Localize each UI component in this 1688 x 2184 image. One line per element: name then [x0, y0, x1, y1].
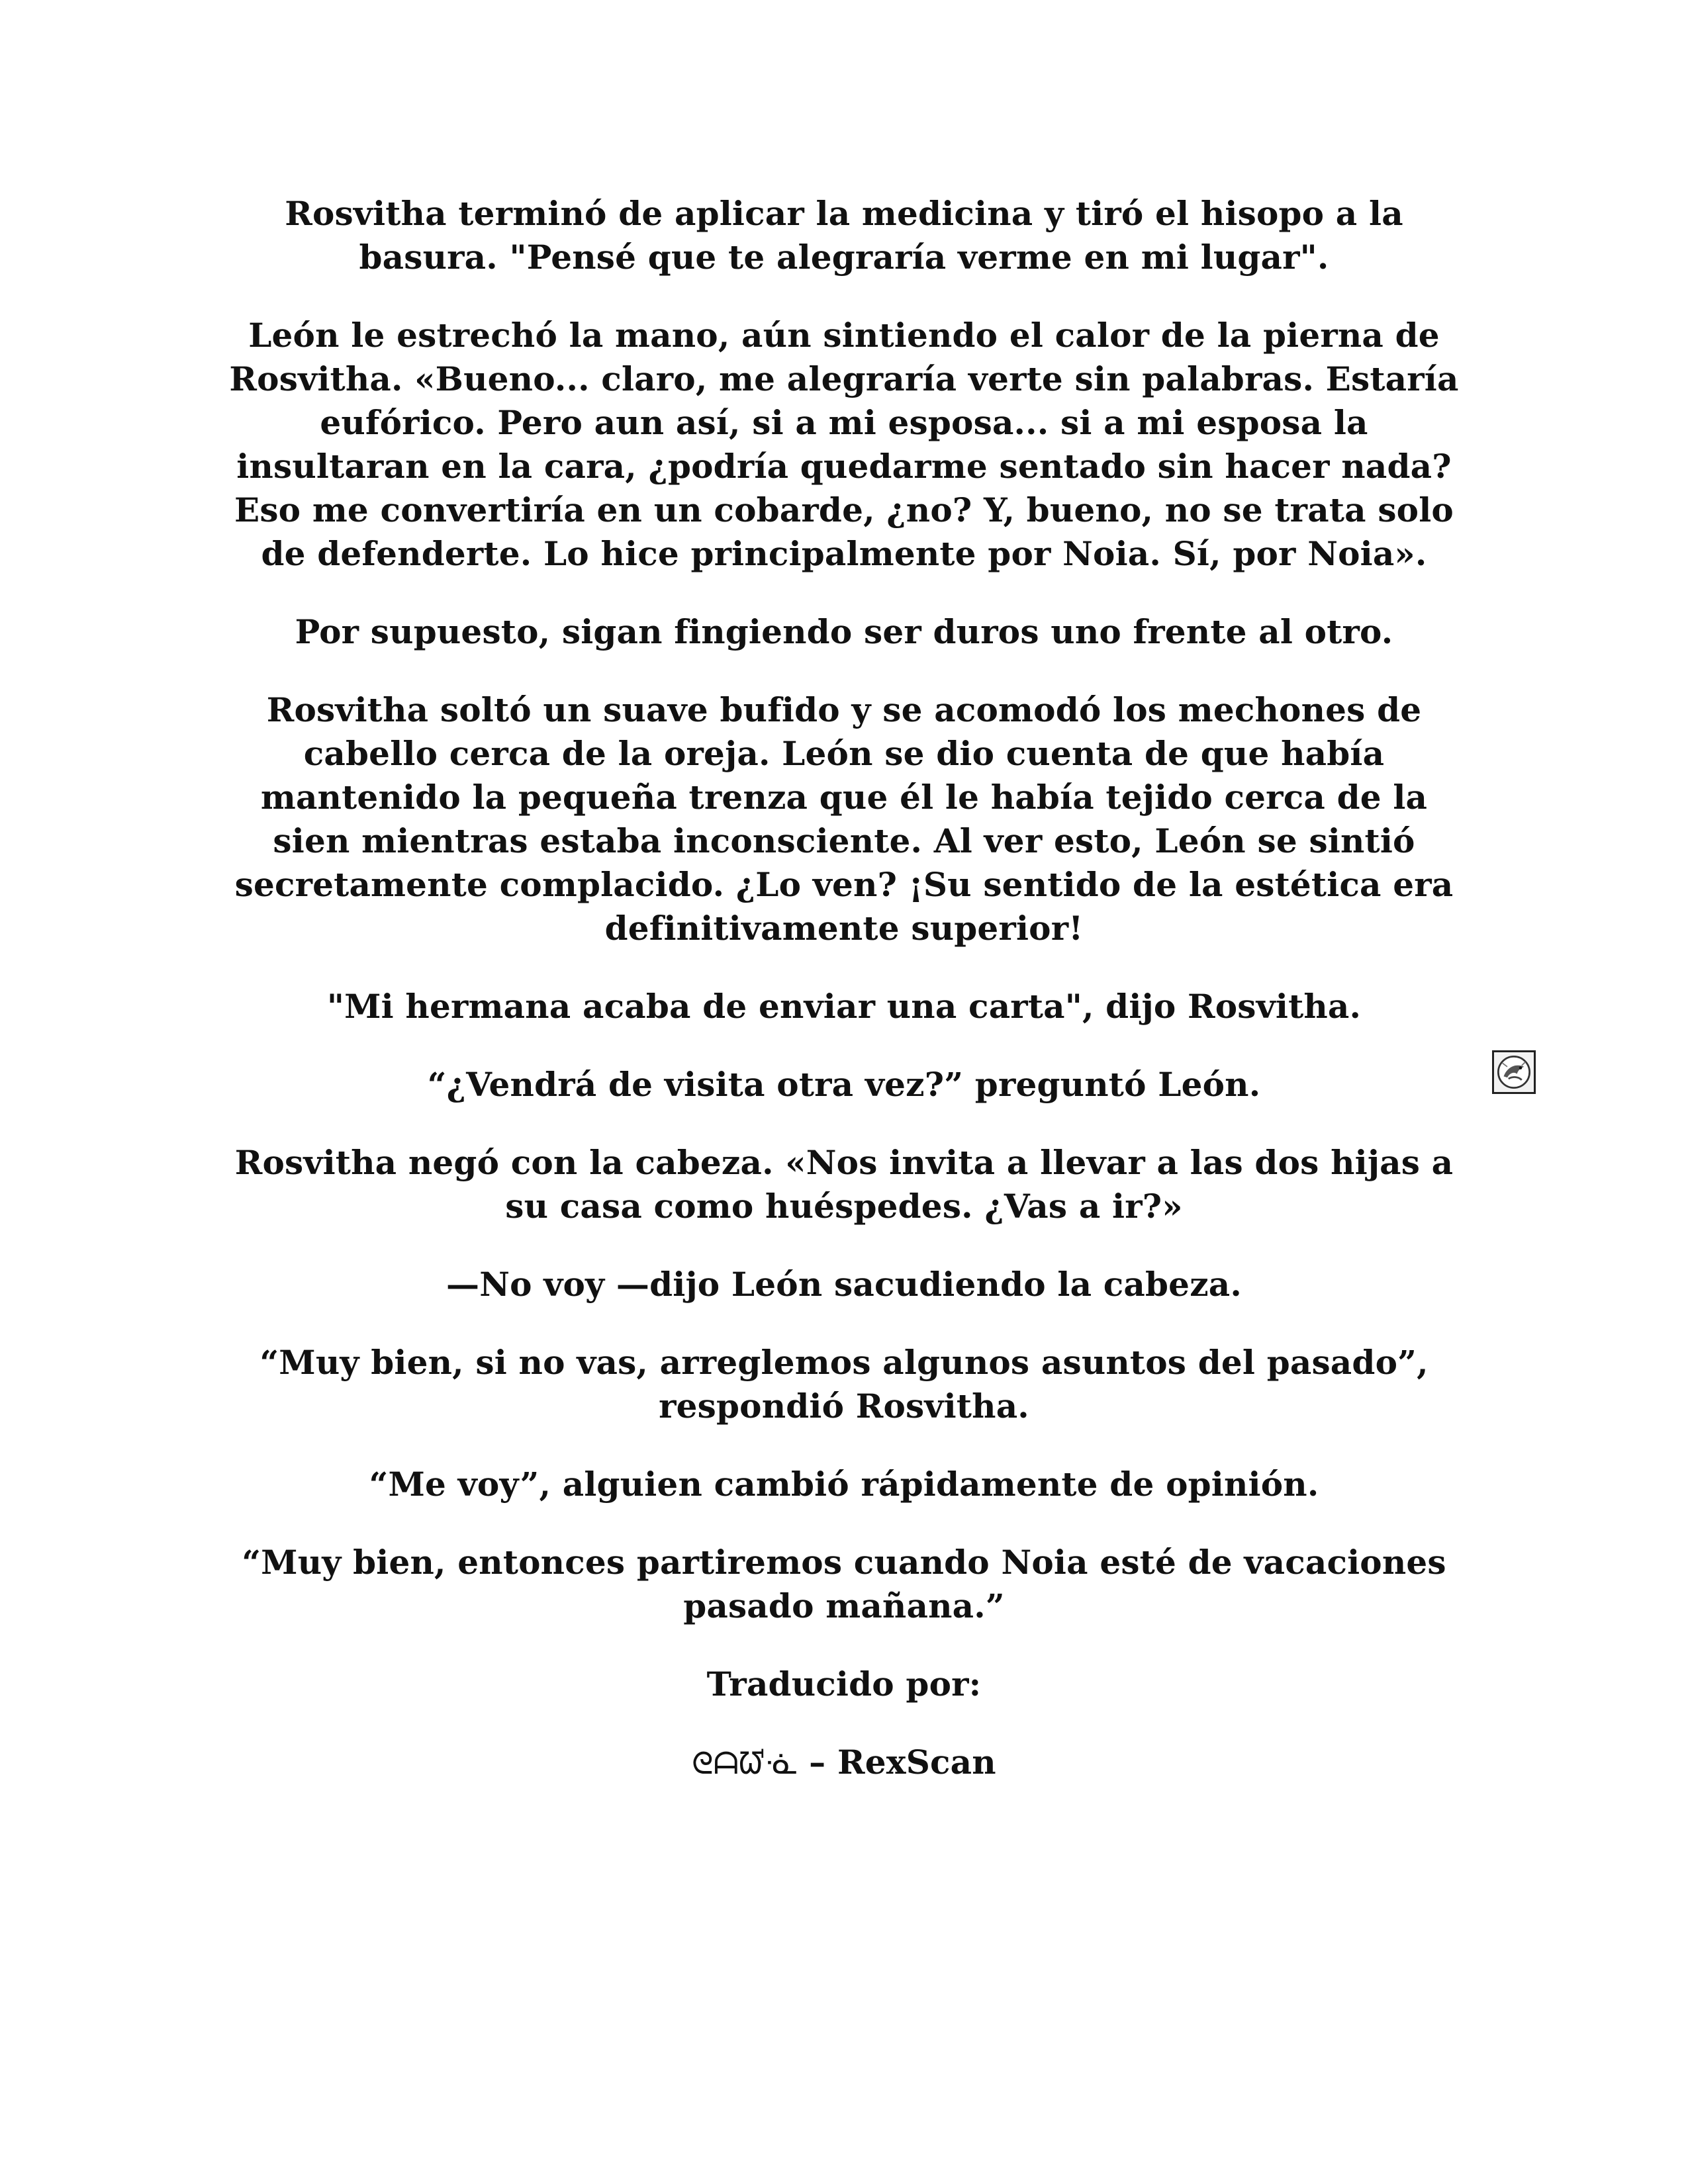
paragraph-5: "Mi hermana acaba de enviar una carta", dijo Rosvitha.: [326, 987, 1362, 1026]
paragraph-6: “¿Vendrá de visita otra vez?” preguntó León.: [427, 1065, 1261, 1104]
paragraph-9: “Muy bien, si no vas, arreglemos algunos asuntos del pasado”, respondió Rosvitha.: [259, 1343, 1429, 1426]
document-body: [218, 192, 1470, 1819]
group-name: RexScan: [837, 1743, 996, 1782]
credits-separator: –: [797, 1743, 837, 1782]
paragraph-4: Rosvitha soltó un suave bufido y se acomodó los mechones de cabello cerca de la oreja. León se dio cuenta de que había mantenido la pequeña trenza que él le había tejido cerca de la sien mientras estaba inconsciente. Al ver esto, León se sintió secretamente complacido. ¿Lo ven? ¡Su sentido de la estética era definitivamente superior!: [234, 690, 1454, 948]
paragraph-3: Por supuesto, sigan fingiendo ser duros uno frente al otro.: [295, 612, 1393, 651]
paragraph-11: “Muy bien, entonces partiremos cuando Noia esté de vacaciones pasado mañana.”: [242, 1543, 1446, 1625]
credits-label: Traducido por:: [706, 1664, 982, 1704]
paragraph-8: —No voy —dijo León sacudiendo la cabeza.: [446, 1265, 1242, 1304]
paragraph-2: León le estrechó la mano, aún sintiendo el calor de la pierna de Rosvitha. «Bueno... claro, me alegraría verte sin palabras. Estaría eufórico. Pero aun así, si a mi esposa... si a mi esposa la insultaran en la cara, ¿podría quedarme sentado sin hacer nada? Eso me convertiría en un cobarde, ¿no? Y, bueno, no se trata solo de defenderte. Lo hice principalmente por Noia. Sí, por Noia».: [229, 316, 1459, 573]
paragraph-1: Rosvitha terminó de aplicar la medicina y tiró el hisopo a la basura. "Pensé que te alegraría verme en mi lugar".: [285, 194, 1403, 277]
paragraph-7: Rosvitha negó con la cabeza. «Nos invita a llevar a las dos hijas a su casa como huéspedes. ¿Vas a ir?»: [234, 1143, 1454, 1226]
translator-symbol: ᘓᗩᘺᓍ: [692, 1745, 798, 1781]
paragraph-10: “Me voy”, alguien cambió rápidamente de opinión.: [369, 1465, 1319, 1504]
dragon-emblem-icon: [1492, 1050, 1536, 1094]
credits-line: [218, 1741, 1470, 1785]
